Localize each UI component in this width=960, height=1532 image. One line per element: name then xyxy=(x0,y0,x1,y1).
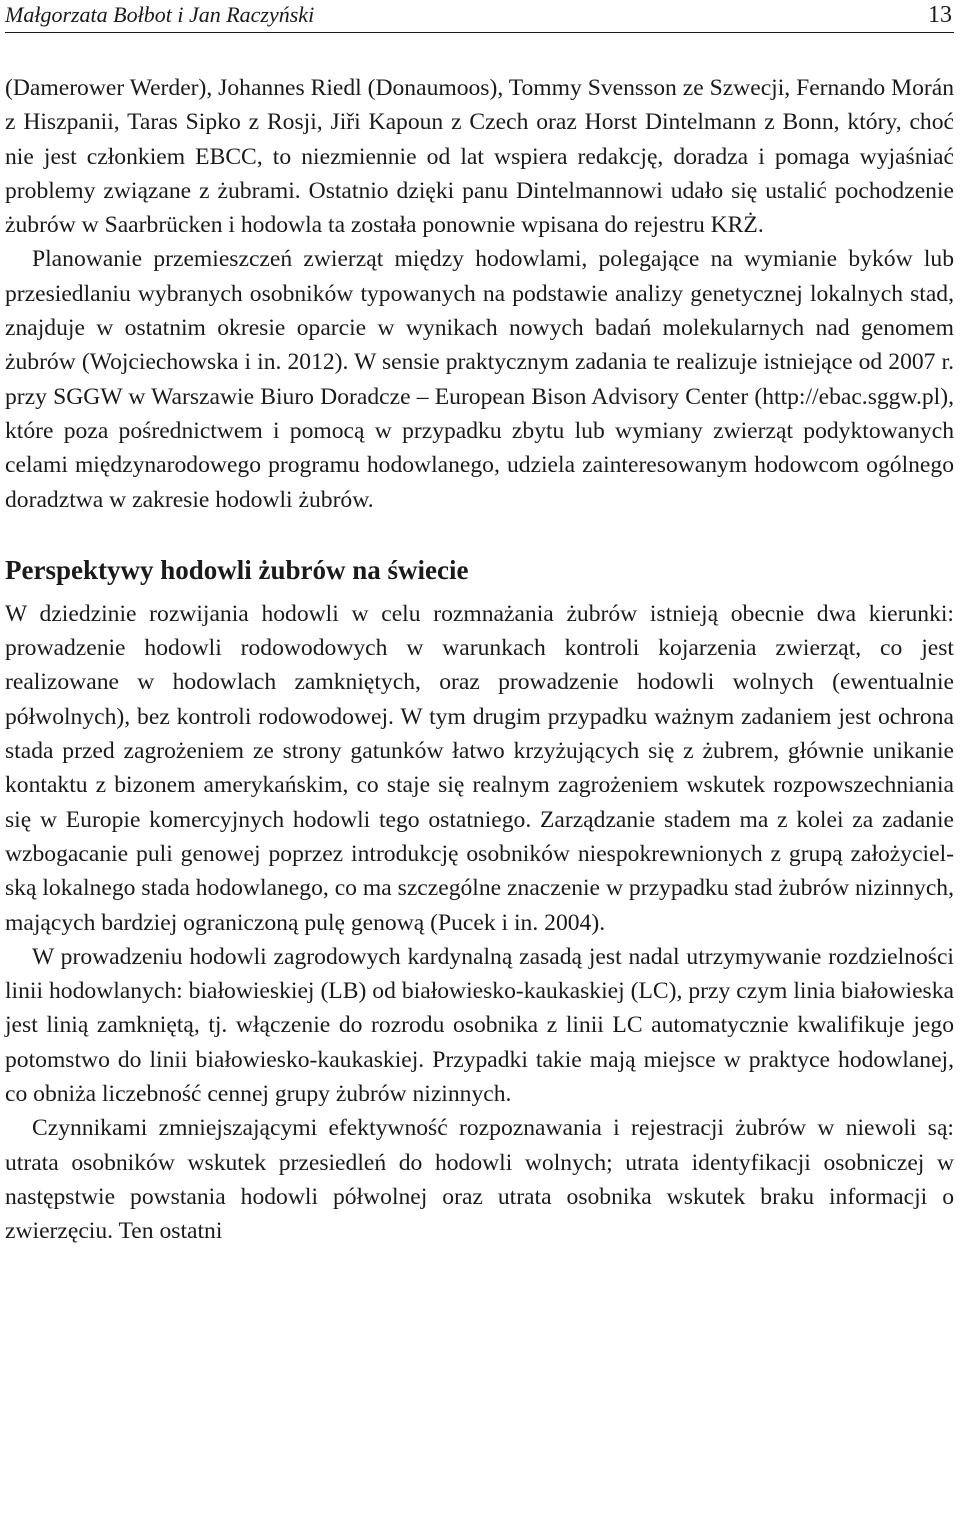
running-head-authors: Małgorzata Bołbot i Jan Raczyński xyxy=(5,2,315,27)
section-heading: Perspektywy hodowli żubrów na świecie xyxy=(5,554,469,585)
page-number: 13 xyxy=(928,2,952,28)
paragraph: Planowanie przemieszczeń zwierząt między hodowlami, polegające na wymianie byków lub przesiedlaniu wybranych osobników typowanych na podstawie analizy genetycznej lokalnych stad, znajduje w ostatnim okresie oparcie w wynikach nowych badań molekularnych nad genomem żubrów (Wojciechowska i in. 2012). W sensie praktycznym zadania te realizuje istniejące od 2007 r. przy SGGW w Warszawie Biuro Doradcze – European Bison Advisory Center (http://ebac.sggw.pl), które poza pośrednictwem i pomocą w przypadku zbytu lub wymiany zwierząt podyktowanych celami międzynarodowego programu hodowlanego, udziela zainteresowanym hodowcom ogólnego doradztwa w zakresie hodowli żubrów. xyxy=(5,246,954,513)
paragraph: W dziedzinie rozwijania hodowli w celu rozmnażania żubrów istnieją obecnie dwa kierunki: prowadzenie hodowli rodowodowych w warunkach kontroli kojarzenia zwierząt, co jest realizowane w hodowlach zamkniętych, oraz prowadzenie hodowli wolnych (ewentualnie półwolnych), bez kontroli rodowodowej. W tym drugim przypadku ważnym zadaniem jest ochrona stada przed zagrożeniem ze strony gatunków łatwo krzyżujących się z żubrem, głównie unikanie kontaktu z bizonem amerykańskim, co staje się realnym zagrożeniem wskutek rozpowszechniania się w Europie komercyjnych hodowli tego ostatniego. Zarządzanie stadem ma z kolei za zadanie wzbogacanie puli genowej poprzez introdukcję osobników niespokrewnionych z grupą założycielską lokalnego stada hodowlanego, co ma szczególne znaczenie w przypadku stad żubrów nizinnych, mających bardziej ograniczoną pulę genową (Pucek i in. 2004). xyxy=(5,600,954,936)
paragraph: Czynnikami zmniejszającymi efektywność rozpoznawania i rejestracji żubrów w niewoli są: utrata osobników wskutek przesiedleń do hodowli wolnych; utrata identyfikacji osobniczej w następstwie powstania hodowli półwolnej oraz utrata osobnika wskutek braku informacji o zwierzęciu. Ten ostatni xyxy=(5,1115,954,1245)
paragraph: W prowadzeniu hodowli zagrodowych kardynalną zasadą jest nadal utrzymywanie rozdzielności linii hodowlanych: białowieskiej (LB) od białowiesko-kaukaskiej (LC), przy czym linia białowieska jest linią zamkniętą, tj. włączenie do rozrodu osobnika z linii LC automatycznie kwalifikuje jego potomstwo do linii białowiesko-kaukaskiej. Przypadki takie mają miejsce w praktyce hodowlanej, co obniża liczebność cennej grupy żubrów nizinnych. xyxy=(5,943,954,1108)
running-head xyxy=(5,0,954,33)
section-continued-text xyxy=(5,71,954,517)
section-perspectives xyxy=(5,597,954,1249)
paragraph: (Damerower Werder), Johannes Riedl (Donaumoos), Tommy Svensson ze Szwecji, Fernando Morán z Hiszpanii, Taras Sipko z Rosji, Jiři Kapoun z Czech oraz Horst Dintelmann z Bonn, który, choć nie jest członkiem EBCC, to niezmiennie od lat wspiera redakcję, doradza i pomaga wyjaśniać problemy związane z żubrami. Ostatnio dzięki panu Dintelmannowi udało się ustalić pochodzenie żubrów w Saarbrücken i hodowla ta została ponownie wpisana do rejestru KRŻ. xyxy=(5,75,954,239)
